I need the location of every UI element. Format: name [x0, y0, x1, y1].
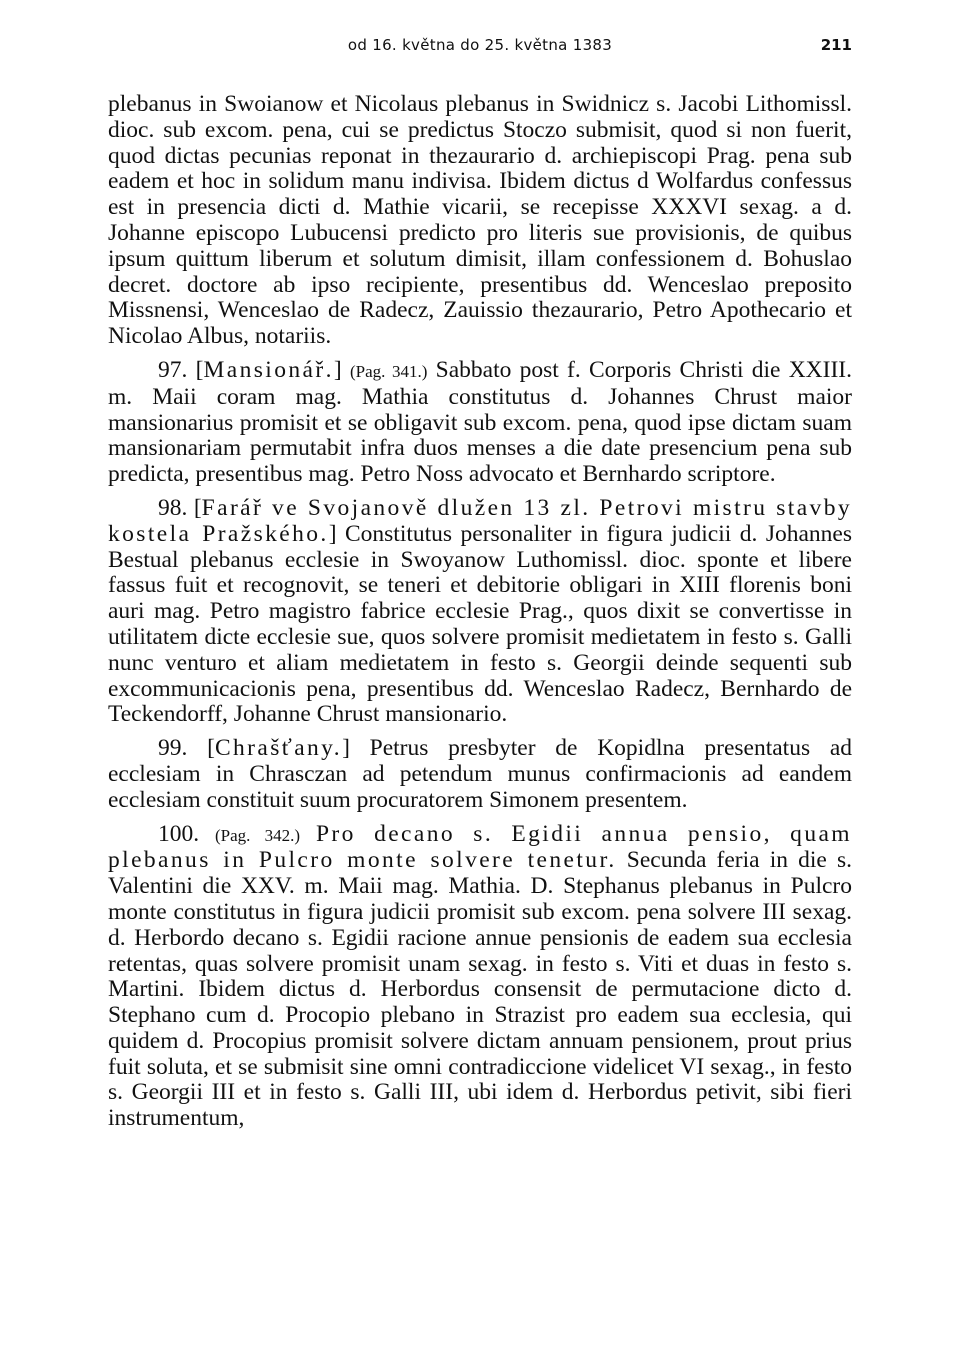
text-run	[300, 821, 316, 847]
text-run: Sabbato post f. Corporis Christi die XXIII. m. Maii coram mag. Mathia constitutus d. Johannes Chrust maior mansionarius promisit et se obligavit sub excom. pena, quod ipse dictam suam mansionariam permutabit infra duos menses a die date presencium pena sub predicta, presentibus mag. Petro Noss advocato et Bernhardo scriptore.	[108, 356, 853, 488]
text-run: ] Petrus presbyter de Kopidlna presentatus ad ecclesiam in Chrasczan ad petendum munus confirmacionis ad eandem ecclesiam constituit suum procuratorem Simonem presentem.	[108, 735, 852, 813]
entry-number: 98. [	[158, 494, 202, 521]
running-header	[108, 36, 852, 66]
entry-number: 99. [	[158, 735, 215, 762]
entry-number: 97. [	[158, 356, 204, 383]
entry-97	[108, 358, 852, 488]
text-run: Secunda feria in die s. Valentini die XXV. m. Maii mag. Mathia. D. Stephanus plebanus in Pulcro monte constitutus in figura judicii promisit sub excom. pena solvere III sexag. d. Herbordo decano s. Egidii racione annue pensionis de eadem sua ecclesia retentas, quas solvere promisit unam sexag. in festo s. Viti et duas in festo s. Martini. Ibidem dictus d. Herbordus consensit de permutacione dicto d. Stephano cum d. Procopio plebano in Strazist pro eadem sua ecclesia, qui quidem d. Procopius promisit solvere dictam annuam pensionem, prout prius fuit soluta, et se submisit sine omni contradiccione videlicet VI sexag., in festo s. Georgii III et in festo s. Galli III, ubi idem d. Herbordus petivit, sibi fieri instrumentum,	[108, 847, 852, 1132]
entry-heading: Mansionář.	[203, 356, 334, 383]
page-number: 211	[820, 36, 852, 54]
entry-heading: Pro decano s. Egidii annua pensio, quam plebanus in Pulcro monte solvere tenetur.	[108, 820, 852, 874]
entry-heading: Chrašťany.	[214, 735, 343, 762]
entry-98	[108, 496, 852, 728]
running-title: od 16. května do 25. května 1383	[347, 36, 613, 54]
text-run: ]	[333, 356, 350, 383]
entry-99	[108, 736, 852, 813]
page-reference: (Pag. 341.)	[349, 361, 428, 381]
page-reference: (Pag. 342.)	[215, 825, 301, 845]
entry-heading: Farář ve Svojanově dlužen 13 zl. Petrovi mistru stavby kostela Pražského.	[108, 494, 852, 547]
entry-100	[108, 822, 852, 1133]
entry-number: 100.	[158, 820, 215, 847]
text-run: ] Constitutus personaliter in figura judicii d. Johannes Bestual plebanus ecclesie in Swoyanow Luthomissl. dioc. sponte et libere fassus fuit et recognovit, se teneri et debitorie obligari in XIII florenis boni auri mag. Petro magistro fabrice ecclesie Prag., quos dixit se convertisse in utilitatem dicte ecclesie sue, quos solvere promisit medietatem in festo s. Galli nunc venturo et aliam medietatem in festo s. Georgii deinde sequenti sub excommunicacionis pena, presentibus dd. Wenceslao Radecz, Bernhardo de Teckendorff, Johanne Chrust mansionario.	[108, 520, 852, 728]
document-body	[108, 92, 852, 1132]
document-page	[108, 36, 852, 1140]
text-run: plebanus in Swoianow et Nicolaus plebanus in Swidnicz s. Jacobi Lithomissl. dioc. sub excom. pena, cui se predictus Stoczo submisit, quod si non fuerit, quod dictas pecunias reponat in thezaurario d. archiepiscopi Prag. pena sub eadem et hoc in solidum manu indivisa. Ibidem dictus d Wolfardus confessus est in presencia dicti d. Mathie vicarii, se recepisse XXXVI sexag. a d. Johanne episcopo Lubucensi predicto pro literis sue provisionis, de quibus ipsum quittum liberum et solutum dimisit, illam confessionem d. Bohuslao decret. doctore ab ipso recipiente, presentibus dd. Wenceslao preposito Missnensi, Wenceslao de Radecz, Zauissio thezaurario, Petro Apothecario et Nicolao Albus, notariis.	[108, 91, 852, 350]
paragraph-continuation	[108, 92, 852, 350]
